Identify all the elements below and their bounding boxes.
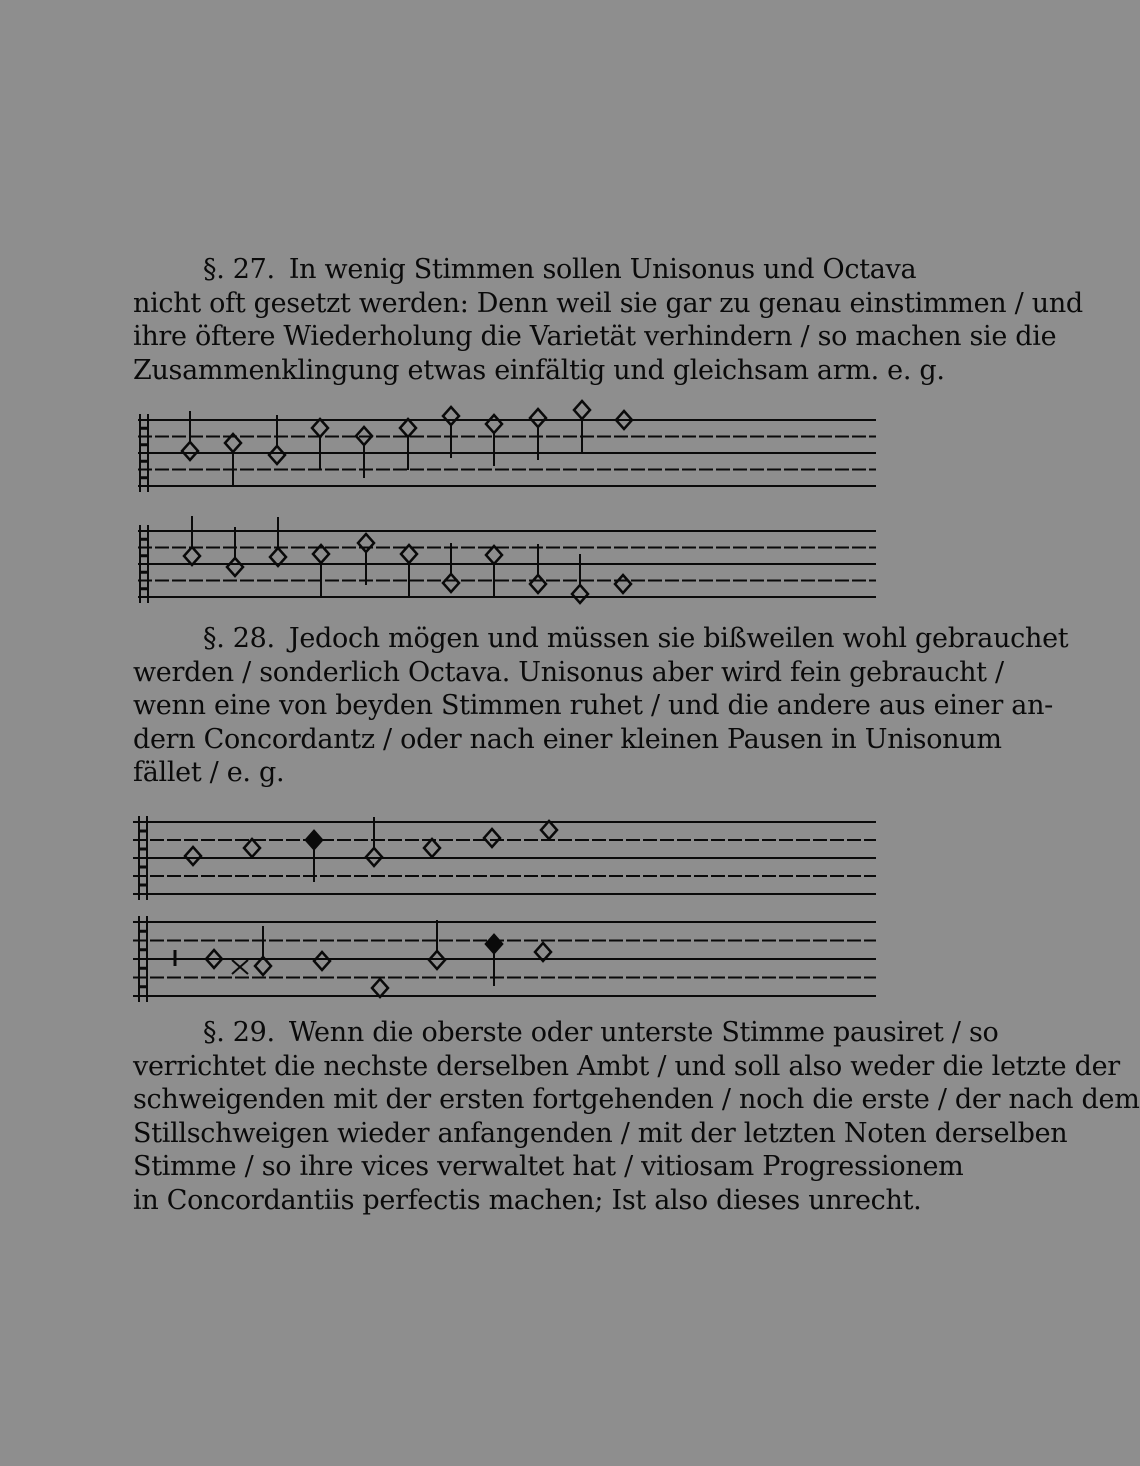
text-line: werden / sonderlich Octava. Unisonus aber wird fein gebraucht / [133,656,1004,688]
note-head [572,554,588,603]
note-head [401,545,417,596]
section-mark: §. 29. [203,1017,275,1048]
section-mark: §. 27. [203,254,275,285]
text-line: schweigenden mit der ersten fortgehenden / noch die erste / der nach dem [133,1084,1140,1115]
staff-2a [133,816,876,900]
staff-1b [138,516,876,603]
note-head [443,543,459,592]
note-head [484,829,500,847]
note-head [313,545,329,596]
note-head [306,831,322,882]
note-head [269,415,285,464]
note-head [314,952,330,970]
text-line: §. 27. In wenig Stimmen sollen Unisonus und Octava [203,254,917,285]
section-mark: §. 28. [203,623,275,654]
note-head [486,415,502,466]
note-head [358,534,374,585]
text-line: Stimme / so ihre vices verwaltet hat / vitiosam Progressionem [133,1151,964,1182]
text-line: nicht oft gesetzt werden: Denn weil sie gar zu genau einstimmen / und [133,287,1083,319]
note-head [424,839,440,857]
text-line: Stillschweigen wieder anfangenden / mit der letzten Noten derselben [133,1117,1068,1149]
note-head [574,401,590,452]
text-line: in Concordantiis perfectis machen; Ist also dieses unrecht. [133,1184,922,1216]
text-line: §. 28. Jedoch mögen und müssen sie bißweilen wohl gebrauchet [203,623,1069,654]
note-head [443,407,459,458]
text-line: fället / e. g. [133,757,285,788]
staff-2b [133,916,876,1002]
text-line: dern Concordantz / oder nach einer kleinen Pausen in Unisonum [133,723,1002,755]
note-head [530,544,546,593]
note-head [227,527,243,576]
note-head [255,926,271,975]
note-head [185,847,201,865]
note-head [312,419,328,470]
note-head [225,434,241,485]
note-head [429,920,445,969]
note-head [244,839,260,857]
note-head [541,821,557,839]
note-head [400,419,416,470]
text-line: wenn eine von beyden Stimmen ruhet / und die andere aus einer an- [133,690,1054,721]
note-head [486,546,502,597]
text-line: Zusammenklingung etwas einfältig und gleichsam arm. e. g. [133,354,945,386]
text-line: verrichtet die nechste derselben Ambt / und soll also weder die letzte der [133,1050,1120,1082]
music-example-1 [138,401,876,603]
sharp-sign [232,960,248,974]
note-head [372,979,388,997]
note-head [615,575,631,593]
text-line: ihre öftere Wiederholung die Varietät verhindern / so machen sie die [133,321,1057,352]
music-example-2 [133,816,876,1002]
staff-1a [138,401,876,492]
note-head [270,517,286,566]
text-line: §. 29. Wenn die oberste oder unterste Stimme pausiret / so [203,1017,999,1048]
note-head [184,516,200,565]
